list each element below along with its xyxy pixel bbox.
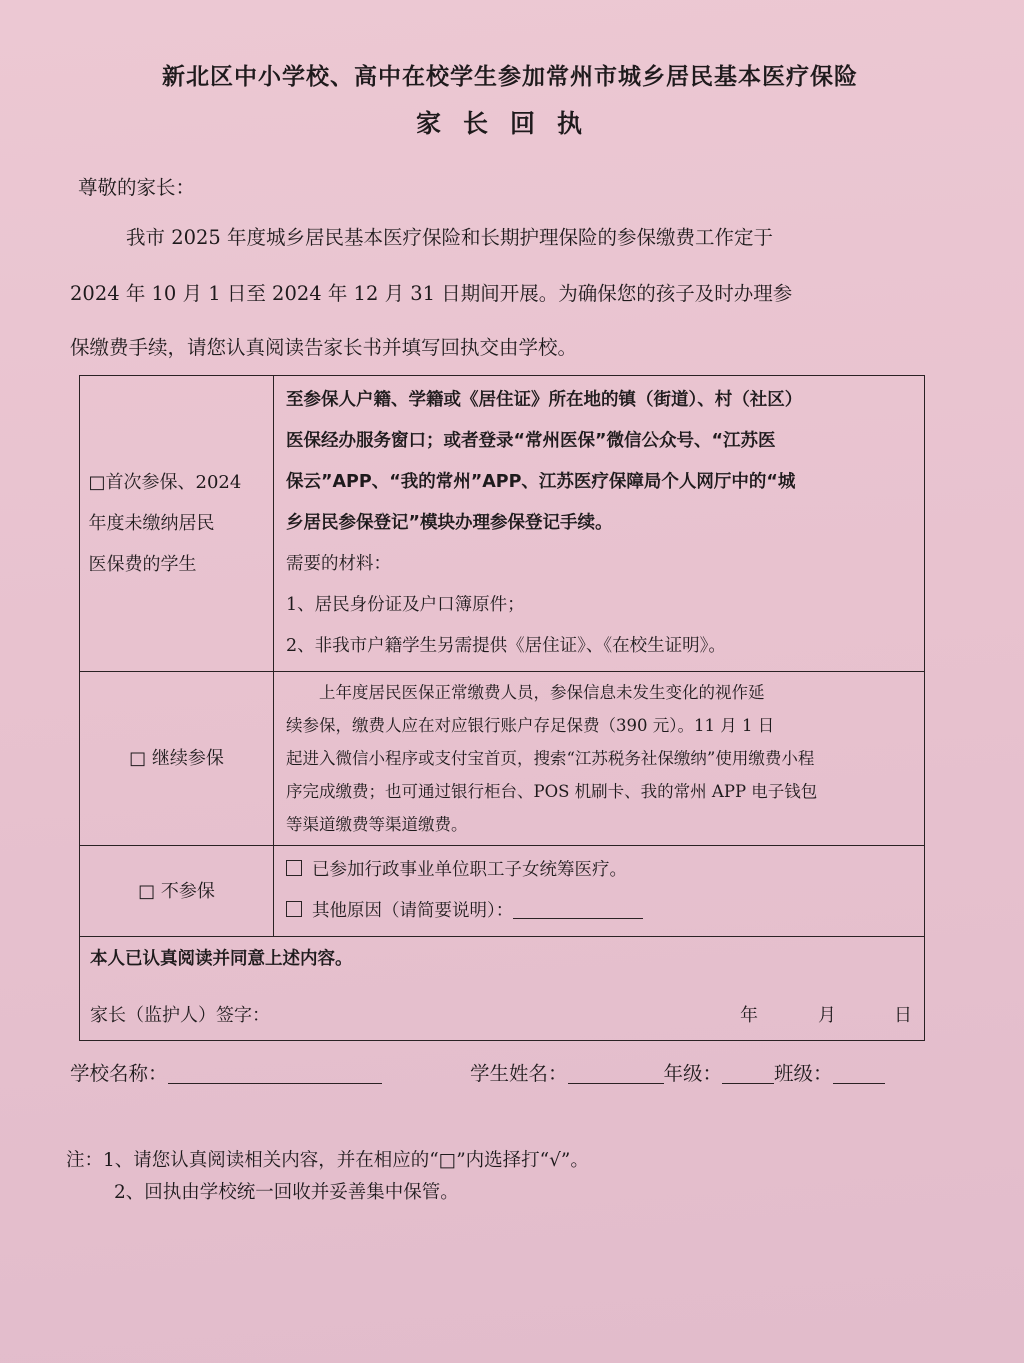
school-name-field <box>70 1058 382 1086</box>
row-no-enrollment <box>80 846 925 937</box>
continue-enrollment-instructions <box>274 672 925 846</box>
class-blank[interactable] <box>833 1063 885 1084</box>
student-name-label: 学生姓名： <box>470 1062 568 1085</box>
checkbox-icon[interactable] <box>286 860 302 876</box>
greeting: 尊敬的家长： <box>78 176 196 199</box>
note-2: 2、回执由学校统一回收并妥善集中保管。 <box>114 1182 459 1203</box>
first-label-line-3: 医保费的学生 <box>88 554 197 575</box>
no-enrollment-reasons <box>274 846 925 937</box>
row-first-enrollment <box>80 376 925 672</box>
other-reason-blank[interactable] <box>513 900 643 919</box>
reason-option-2[interactable] <box>286 891 912 932</box>
reason-option-1[interactable] <box>286 850 912 891</box>
continue-enrollment-option[interactable]: □ 继续参保 <box>80 672 274 846</box>
materials-item-2: 2、非我市户籍学生另需提供《居住证》、《在校生证明》。 <box>286 636 726 656</box>
student-name-blank[interactable] <box>568 1063 664 1084</box>
first-label-line-1: □首次参保、2024 <box>88 472 242 493</box>
class-label: 班级： <box>774 1062 833 1085</box>
checkbox-icon[interactable] <box>286 901 302 917</box>
continue-line-4: 序完成缴费；也可通过银行柜台、POS 机刷卡、我的常州 APP 电子钱包 <box>286 782 818 801</box>
first-enrollment-option[interactable] <box>80 376 274 672</box>
date-month: 月 <box>818 1005 836 1026</box>
reply-form-table <box>79 375 925 1041</box>
row-signature <box>80 937 925 1041</box>
date-year: 年 <box>740 1005 758 1026</box>
continue-line-3: 起进入微信小程序或支付宝首页，搜索“江苏税务社保缴纳”使用缴费小程 <box>286 749 815 768</box>
student-info-fields <box>470 1058 885 1086</box>
school-name-label: 学校名称： <box>70 1062 168 1085</box>
continue-line-5: 等渠道缴费等渠道缴费。 <box>286 815 468 834</box>
continue-line-1: 上年度居民医保正常缴费人员，参保信息未发生变化的视作延 <box>286 683 765 702</box>
first-enrollment-instructions <box>274 376 925 672</box>
reason-option-1-label: 已参加行政事业单位职工子女统筹医疗。 <box>312 860 627 880</box>
first-bold-line-2: 医保经办服务窗口；或者登录“常州医保”微信公众号、“江苏医 <box>286 431 776 451</box>
note-1: 注：1、请您认真阅读相关内容，并在相应的“□”内选择打“√”。 <box>66 1150 589 1171</box>
school-name-blank[interactable] <box>168 1063 382 1084</box>
agreement-statement: 本人已认真阅读并同意上述内容。 <box>90 949 353 969</box>
document-subtitle: 家长回执 <box>415 109 604 138</box>
materials-item-1: 1、居民身份证及户口簿原件； <box>286 595 525 615</box>
intro-line-2: 2024 年 10 月 1 日至 2024 年 12 月 31 日期间开展。为确保您的孩子及时办理参 <box>70 282 793 305</box>
date-day: 日 <box>894 1005 912 1026</box>
intro-line-1: 我市 2025 年度城乡居民基本医疗保险和长期护理保险的参保缴费工作定于 <box>126 226 774 249</box>
signature-label[interactable]: 家长（监护人）签字： <box>90 1005 270 1026</box>
intro-line-3: 保缴费手续，请您认真阅读告家长书并填写回执交由学校。 <box>70 336 578 359</box>
no-enrollment-option[interactable]: □ 不参保 <box>80 846 274 937</box>
grade-label: 年级： <box>663 1062 723 1085</box>
first-bold-line-1: 至参保人户籍、学籍或《居住证》所在地的镇（街道）、村（社区） <box>286 390 803 410</box>
document-title: 新北区中小学校、高中在校学生参加常州市城乡居民基本医疗保险 <box>162 64 858 90</box>
materials-heading: 需要的材料： <box>286 554 391 574</box>
grade-blank[interactable] <box>722 1063 774 1084</box>
reason-option-2-label: 其他原因（请简要说明）： <box>312 901 514 921</box>
first-bold-line-3: 保云”APP、“我的常州”APP、江苏医疗保障局个人网厅中的“城 <box>286 472 796 492</box>
row-continue-enrollment <box>80 672 925 846</box>
first-label-line-2: 年度未缴纳居民 <box>88 513 215 534</box>
continue-line-2: 续参保，缴费人应在对应银行账户存足保费（390 元）。11 月 1 日 <box>286 716 775 735</box>
signature-cell <box>80 937 925 1041</box>
first-bold-line-4: 乡居民参保登记”模块办理参保登记手续。 <box>286 513 613 533</box>
